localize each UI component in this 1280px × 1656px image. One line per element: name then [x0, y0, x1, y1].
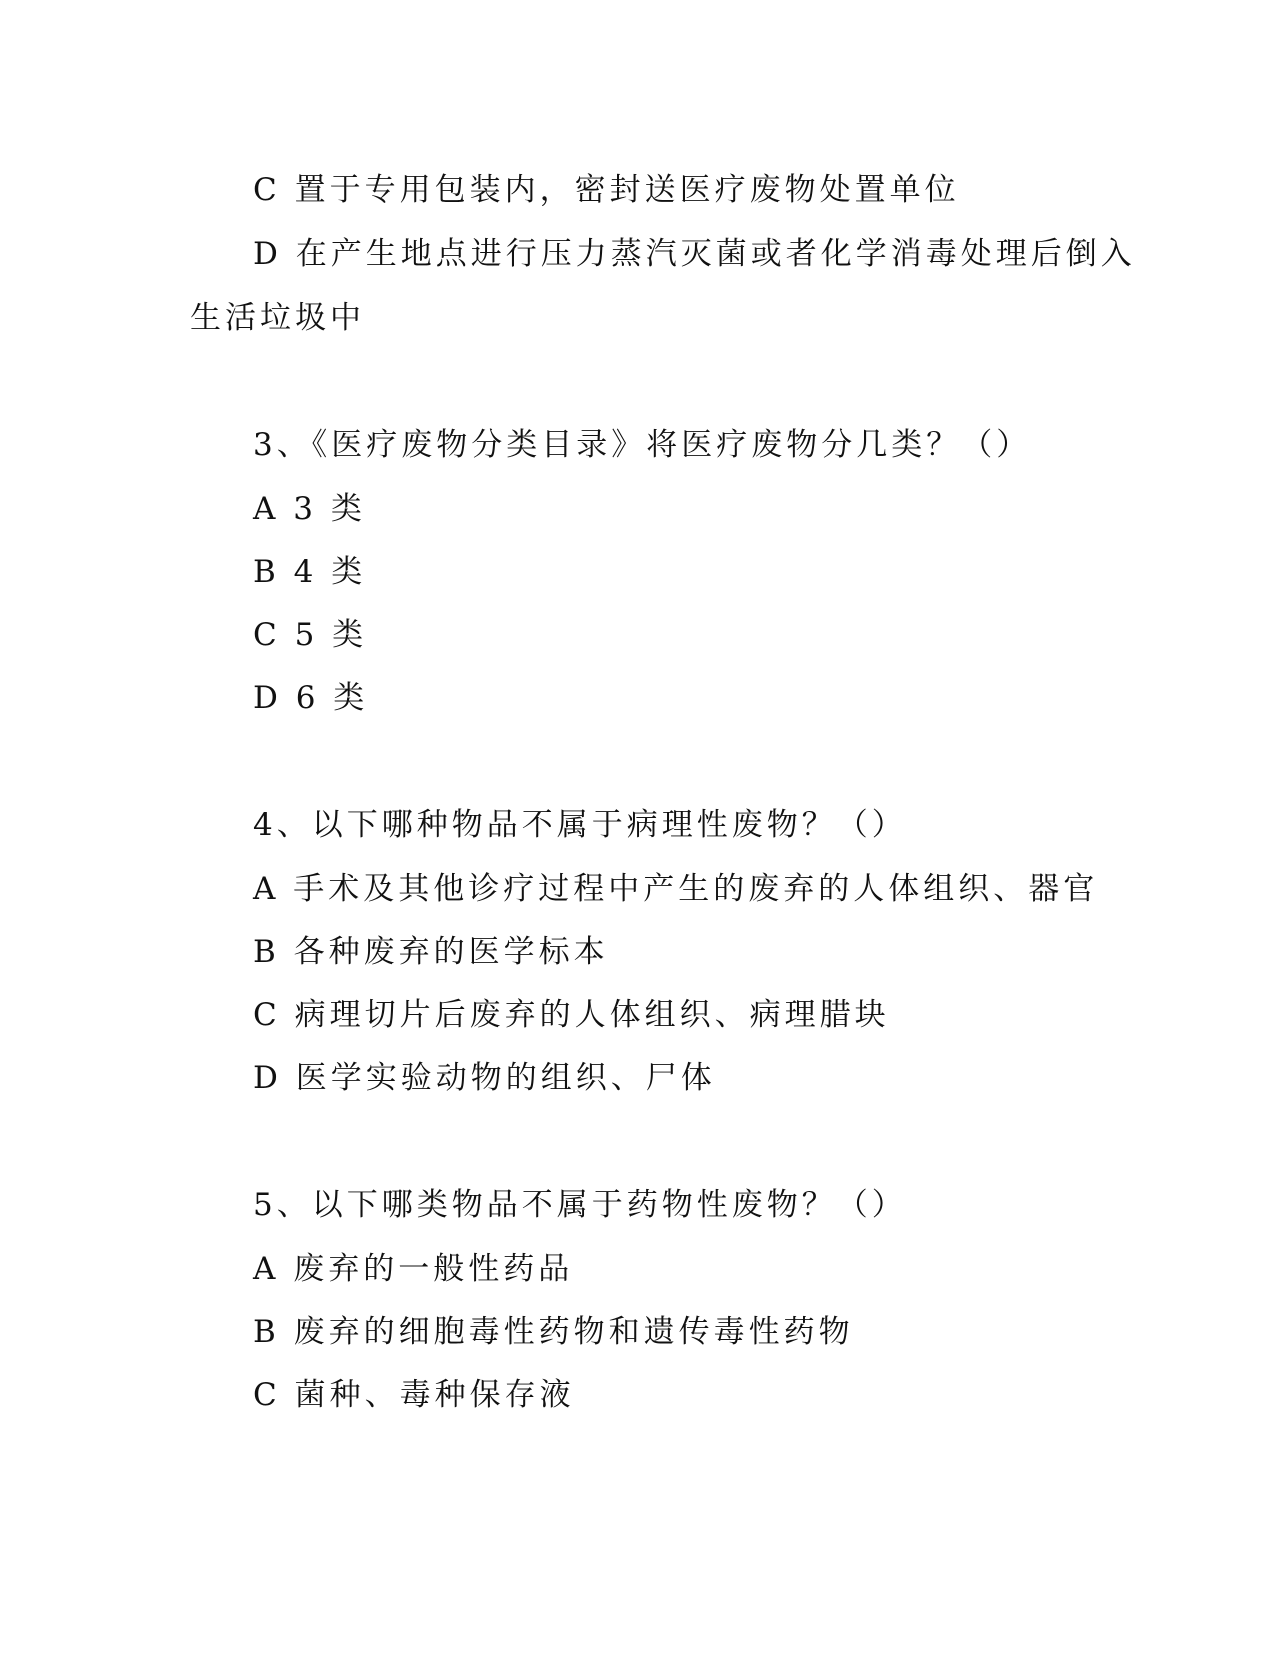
- q3-question: 3、《医疗废物分类目录》将医疗废物分几类？（）: [253, 427, 1032, 463]
- q4-question: 4、以下哪种物品不属于病理性废物？（）: [253, 807, 907, 843]
- q2-option-d: D 在产生地点进行压力蒸汽灭菌或者化学消毒处理后倒入: [253, 236, 1136, 272]
- q4-option-c: C 病理切片后废弃的人体组织、病理腊块: [253, 997, 890, 1033]
- q4-option-a: A 手术及其他诊疗过程中产生的废弃的人体组织、器官: [253, 871, 1099, 907]
- q3-option-d: D 6 类: [253, 680, 369, 716]
- q5-option-a: A 废弃的一般性药品: [253, 1251, 574, 1287]
- q2-option-d-continued: 生活垃圾中: [190, 300, 365, 336]
- q3-option-b: B 4 类: [253, 554, 367, 590]
- q5-question: 5、以下哪类物品不属于药物性废物？（）: [253, 1187, 907, 1223]
- q3-option-a: A 3 类: [253, 491, 366, 527]
- q5-option-c: C 菌种、毒种保存液: [253, 1377, 575, 1413]
- q5-option-b: B 废弃的细胞毒性药物和遗传毒性药物: [253, 1314, 854, 1350]
- q4-option-b: B 各种废弃的医学标本: [253, 934, 609, 970]
- q2-option-c: C 置于专用包装内，密封送医疗废物处置单位: [253, 172, 960, 208]
- q4-option-d: D 医学实验动物的组织、尸体: [253, 1060, 716, 1096]
- q3-option-c: C 5 类: [253, 617, 368, 653]
